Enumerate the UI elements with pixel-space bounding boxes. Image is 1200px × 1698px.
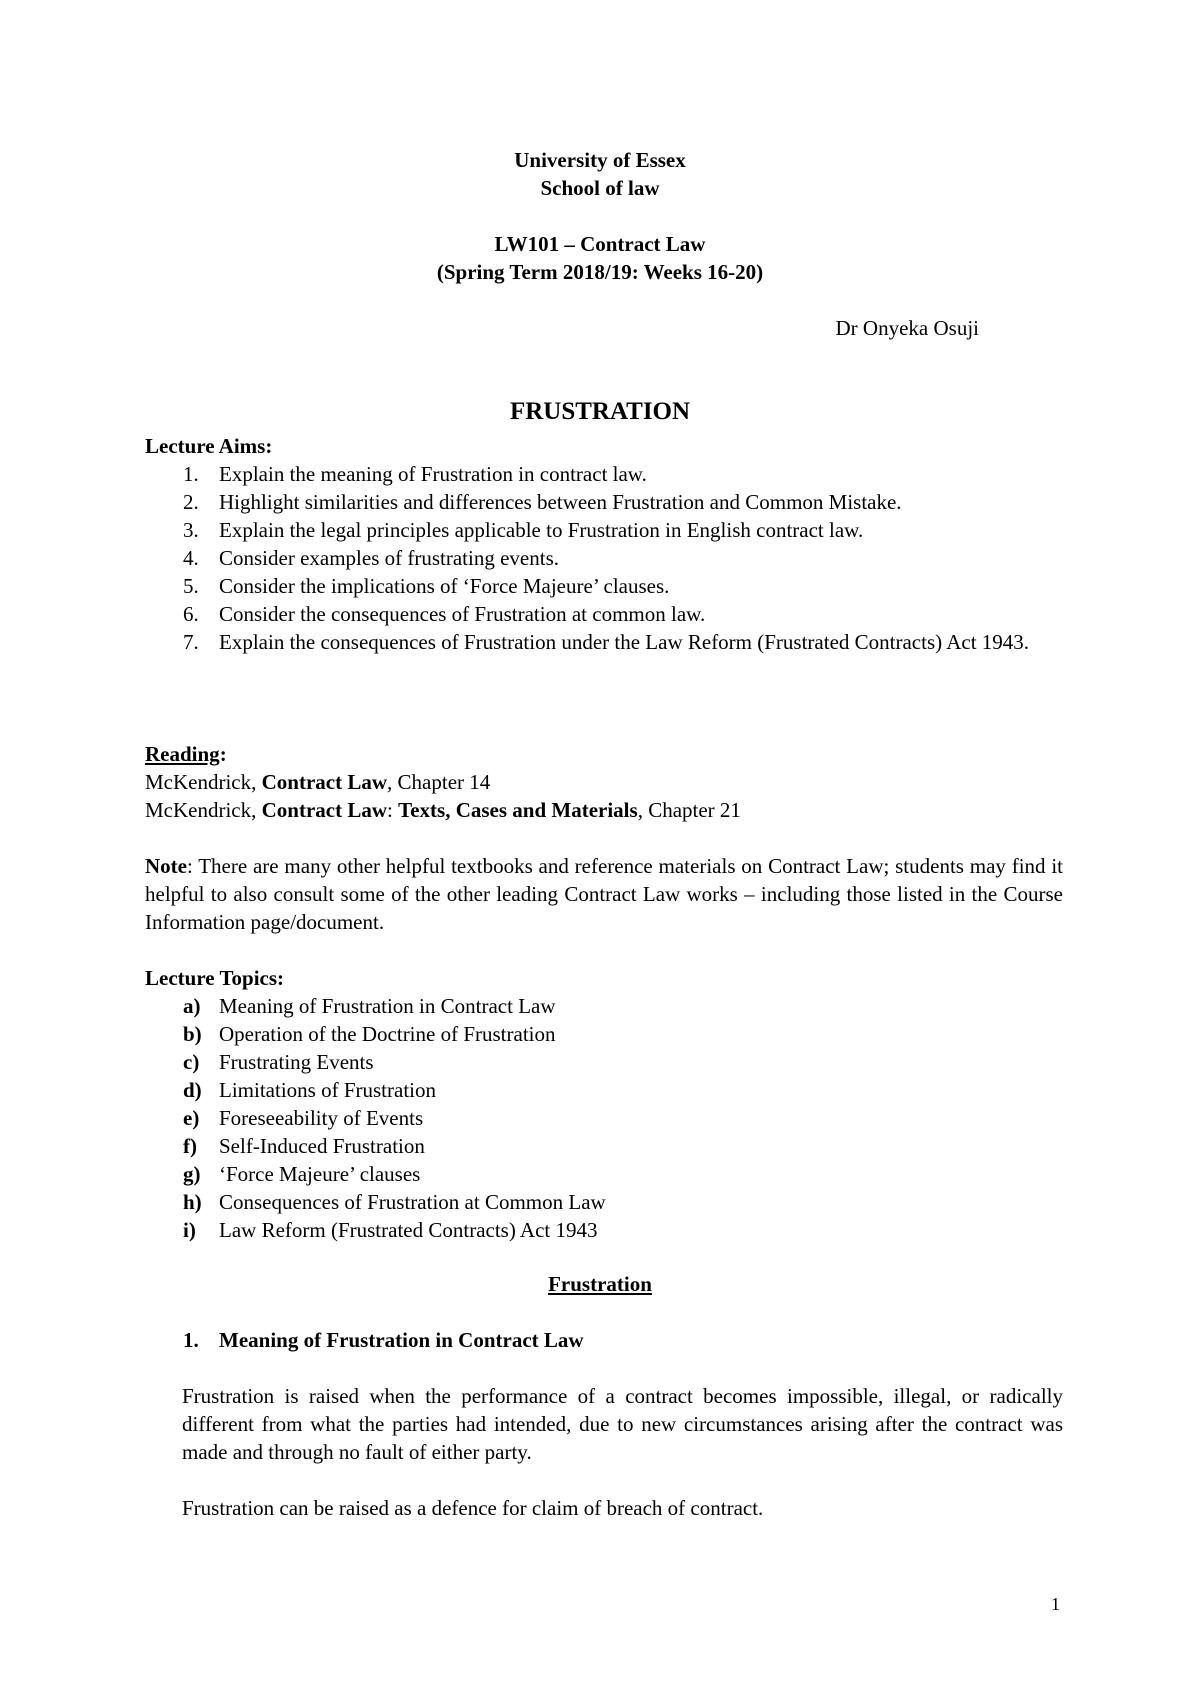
reading-label: Reading [145,742,220,766]
list-item [145,544,1063,572]
item-letter: i) [183,1218,196,1242]
list-item [145,1076,1063,1104]
list-item [145,628,1063,656]
item-number: 7. [183,630,199,654]
item-text: Operation of the Doctrine of Frustration [219,1022,556,1046]
item-text: Frustrating Events [219,1050,374,1074]
lecture-topics [145,964,1063,1244]
list-item [145,516,1063,544]
list-item [145,1216,1063,1244]
reading-item [145,796,1063,824]
note-paragraph [145,852,1063,936]
body-paragraph: Frustration can be raised as a defence for claim of breach of contract. [182,1496,764,1520]
page-title: FRUSTRATION [509,398,691,425]
note-label: Note [145,854,187,878]
list-item [145,460,1063,488]
reading-section [145,740,1063,824]
reading-author: McKendrick, [145,798,262,822]
item-number: 3. [183,518,199,542]
course-term: (Spring Term 2018/19: Weeks 16-20) [436,260,764,284]
item-text: Highlight similarities and differences between Frustration and Common Mistake. [219,490,902,514]
item-letter: f) [183,1134,197,1158]
item-text: Explain the meaning of Frustration in contract law. [219,462,647,486]
list-item [145,1104,1063,1132]
item-letter: h) [183,1190,202,1214]
item-letter: g) [183,1162,201,1186]
item-text: Consider the implications of ‘Force Majeure’ clauses. [219,574,670,598]
list-item [145,600,1063,628]
section-title: Frustration [548,1272,652,1296]
list-item [145,488,1063,516]
item-number: 4. [183,546,199,570]
reading-book-title: Contract Law [261,798,388,822]
item-text: Explain the consequences of Frustration under the Law Reform (Frustrated Contracts) Act 1943. [219,630,1030,654]
reading-separator: : [387,798,399,822]
body-paragraph: Frustration is raised when the performance of a contract becomes impossible, illegal, or radically different from what the parties had intended, due to new circumstances arising after the contract was made and through no fault of either party. [182,1384,1063,1464]
item-text: Consequences of Frustration at Common Law [219,1190,606,1214]
item-text: Explain the legal principles applicable to Frustration in English contract law. [219,518,864,542]
list-item [145,1048,1063,1076]
subsection-heading [145,1326,1063,1354]
aims-heading: Lecture Aims: [145,434,273,458]
subsection-title: Meaning of Frustration in Contract Law [219,1328,584,1352]
aims-list [145,460,1063,656]
item-text: Limitations of Frustration [219,1078,436,1102]
item-letter: d) [183,1078,202,1102]
reading-book-subtitle: Texts, Cases and Materials [398,798,638,822]
item-text: Law Reform (Frustrated Contracts) Act 1943 [219,1218,598,1242]
course-header [0,230,1200,286]
reading-chapter: , Chapter 14 [387,770,491,794]
item-text: Meaning of Frustration in Contract Law [219,994,556,1018]
item-letter: c) [183,1050,200,1074]
note-text: : There are many other helpful textbooks and reference materials on Contract Law; students may find it helpful to also consult some of the other leading Contract Law works – including those listed in the Course Information page/document. [145,854,1063,934]
topics-list [145,992,1063,1244]
list-item [145,1132,1063,1160]
list-item [145,572,1063,600]
list-item [145,1160,1063,1188]
topics-heading: Lecture Topics: [145,966,285,990]
item-text: ‘Force Majeure’ clauses [219,1162,421,1186]
item-text: Consider the consequences of Frustration at common law. [219,602,706,626]
list-item [145,1020,1063,1048]
reading-item [145,768,1063,796]
item-number: 5. [183,574,199,598]
course-title: LW101 – Contract Law [494,232,706,256]
author-name: Dr Onyeka Osuji [835,316,979,340]
reading-chapter: , Chapter 21 [637,798,741,822]
reading-colon: : [219,742,227,766]
item-letter: a) [183,994,201,1018]
item-text: Consider examples of frustrating events. [219,546,559,570]
item-letter: b) [183,1022,202,1046]
school-name: School of law [540,176,660,200]
lecture-aims [145,432,1063,656]
reading-author: McKendrick, [145,770,262,794]
subsection-number: 1. [183,1328,199,1352]
reading-book-title: Contract Law [261,770,388,794]
university-name: University of Essex [514,148,686,172]
institution-header [0,146,1200,202]
item-text: Self-Induced Frustration [219,1134,425,1158]
item-text: Foreseeability of Events [219,1106,424,1130]
item-number: 2. [183,490,199,514]
item-letter: e) [183,1106,200,1130]
reading-heading [145,740,1063,768]
list-item [145,1188,1063,1216]
item-number: 1. [183,462,199,486]
list-item [145,992,1063,1020]
page-number: 1 [1051,1594,1060,1614]
item-number: 6. [183,602,199,626]
